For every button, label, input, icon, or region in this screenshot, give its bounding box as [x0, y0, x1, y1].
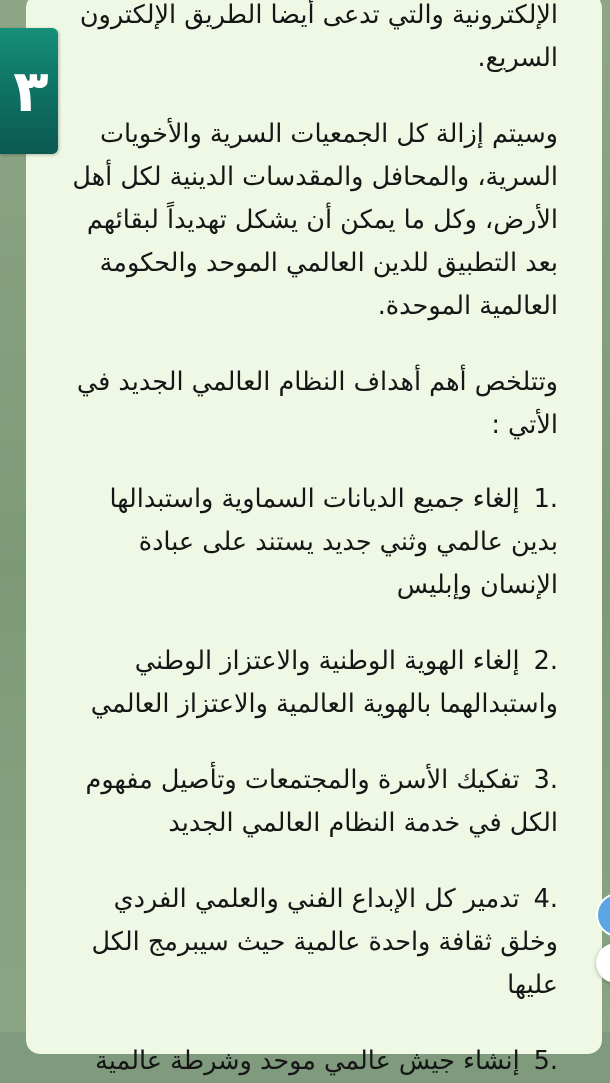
text-line: الكل في خدمة النظام العالمي الجديد [168, 808, 558, 838]
list-item-number: 3. [533, 765, 558, 795]
message-text [28, 0, 558, 1083]
text-line: العالمية الموحدة. [377, 291, 558, 321]
text-line: وسيتم إزالة كل الجمعيات السرية والأخويات [100, 119, 558, 149]
text-line: الإنسان وإبليس [396, 570, 558, 600]
text-line: واستبدالهما بالهوية العالمية والاعتزاز العالمي [90, 689, 558, 719]
list-item-number: 4. [533, 884, 558, 914]
text-line: السريع. [477, 43, 558, 73]
message-bubble[interactable] [26, 0, 602, 1076]
text-line: الإلكترونية والتي تدعى أيضا الطريق الإلكترون [79, 0, 558, 30]
text-line: وتتلخص أهم أهداف النظام العالمي الجديد في [76, 367, 558, 397]
text-line: بدين عالمي وثني جديد يستند على عبادة [138, 527, 558, 557]
text-line: السرية، والمحافل والمقدسات الدينية لكل أهل [72, 162, 558, 192]
badge-digit: ٣ [13, 57, 49, 125]
list-item-text: إلغاء جميع الديانات السماوية واستبدالها [109, 484, 520, 514]
list-item [28, 640, 558, 683]
list-item [28, 1040, 558, 1083]
list-item-number: 5. [533, 1046, 558, 1076]
text-line: بعد التطبيق للدين العالمي الموحد والحكومة [99, 248, 558, 278]
numbered-badge [0, 28, 58, 154]
text-line: وخلق ثقافة واحدة عالمية حيث سيبرمج الكل [91, 927, 558, 957]
list-item-text: تفكيك الأسرة والمجتمعات وتأصيل مفهوم [85, 765, 520, 795]
list-item-text: إنشاء جيش عالمي موحد وشرطة عالمية [95, 1046, 520, 1076]
list-item-text: تدمير كل الإبداع الفني والعلمي الفردي [113, 884, 520, 914]
list-item [28, 759, 558, 802]
list-item-text: إلغاء الهوية الوطنية والاعتزاز الوطني [134, 646, 520, 676]
list-item-number: 2. [533, 646, 558, 676]
list-item-number: 1. [533, 484, 558, 514]
text-line: الأتي : [491, 410, 558, 440]
list-item [28, 478, 558, 521]
list-item [28, 878, 558, 921]
text-line: عليها [507, 970, 558, 1000]
text-line: الأرض، وكل ما يمكن أن يشكل تهديداً لبقائهم [86, 205, 558, 235]
